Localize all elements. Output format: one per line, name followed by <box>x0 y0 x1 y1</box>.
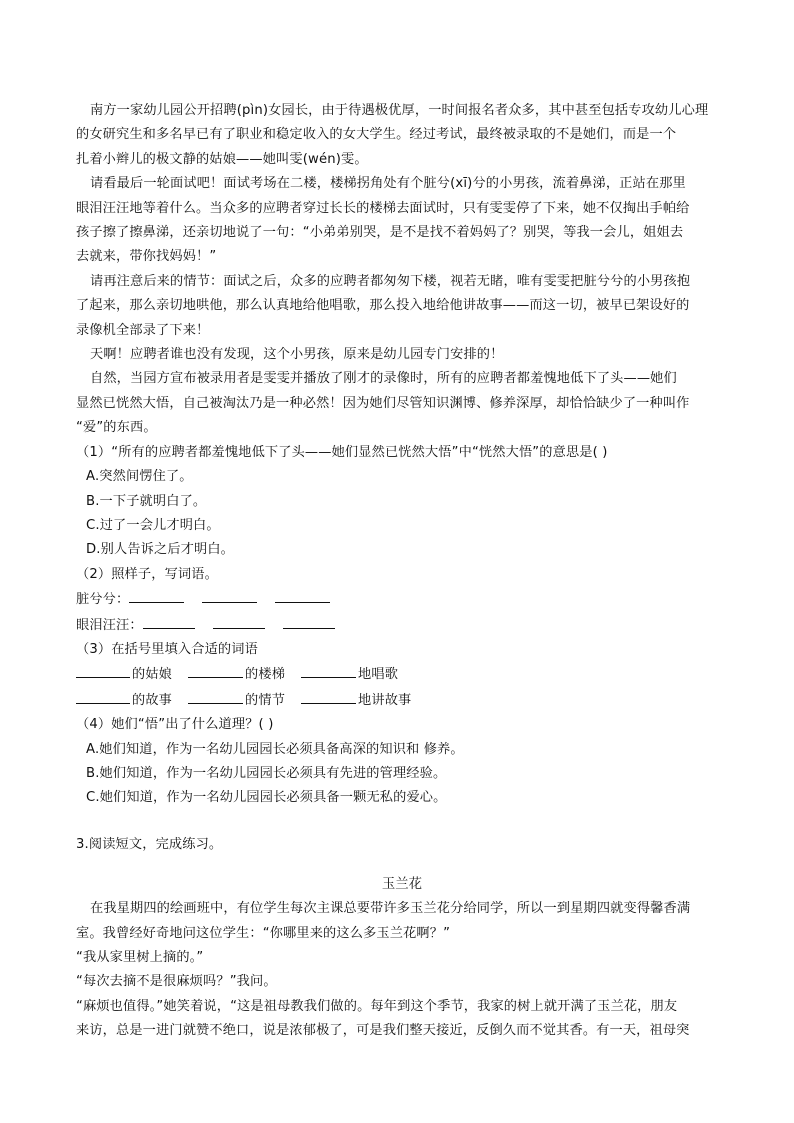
question-1 <box>76 441 718 563</box>
fill-word: 地唱歌 <box>358 667 399 683</box>
answer-blank[interactable] <box>275 587 330 603</box>
text-line: 室。我曾经好奇地问这位学生：“你哪里来的这么多玉兰花啊？” <box>76 925 451 941</box>
option-a[interactable]: A.她们知道，作为一名幼儿园园长必须具备高深的知识和 修养。 <box>86 741 464 757</box>
answer-blank[interactable] <box>76 688 130 704</box>
text-line: 扎着小辫儿的极文静的姑娘——她叫雯(wén)雯。 <box>76 151 368 167</box>
question-stem: （2）照样子，写词语。 <box>76 566 218 582</box>
document-page <box>76 99 718 1044</box>
question-stem: （3）在括号里填入合适的词语 <box>76 641 258 657</box>
answer-blank[interactable] <box>283 613 335 629</box>
answer-blank[interactable] <box>188 688 243 704</box>
question-3 <box>76 638 718 713</box>
answer-blank[interactable] <box>143 613 195 629</box>
text-line: 孩子擦了擦鼻涕，还亲切地说了一句：“小弟弟别哭，是不是找不着妈妈了？别哭，等我一会儿，姐姐去 <box>76 225 684 241</box>
option-a[interactable]: A.突然间愣住了。 <box>86 469 193 485</box>
passage-paragraph-5 <box>76 367 718 440</box>
fill-word: 地讲故事 <box>358 692 412 708</box>
text-line: 在我星期四的绘画班中，有位学生每次主课总要带许多玉兰花分给同学，所以一到星期四就变得馨香满 <box>90 901 691 917</box>
text-line: 眼泪汪汪地等着什么。当众多的应聘者穿过长长的楼梯去面试时，只有雯雯停了下来，她不仅掏出手帕给 <box>76 200 690 216</box>
answer-blank[interactable] <box>213 613 265 629</box>
section-3 <box>76 833 718 1044</box>
text-line: 天啊！应聘者谁也没有发现，这个小男孩，原来是幼儿园专门安排的！ <box>90 347 504 363</box>
option-b[interactable]: B.一下子就明白了。 <box>86 493 207 509</box>
text-line: 请看最后一轮面试吧！面试考场在二楼，楼梯拐角处有个脏兮(xī)兮的小男孩，流着鼻涕，正站在那里 <box>90 176 686 192</box>
text-line: “我从家里树上摘的。” <box>76 950 204 965</box>
text-line: 请再注意后来的情节：面试之后，众多的应聘者都匆匆下楼，视若无睹，唯有雯雯把脏兮兮的小男孩抱 <box>90 273 691 289</box>
option-c[interactable]: C.她们知道，作为一名幼儿园园长必须具备一颗无私的爱心。 <box>86 790 447 806</box>
text-line: 了起来，那么亲切地哄他，那么认真地给他唱歌，那么投入地给他讲故事——而这一切，被早已架设好的 <box>76 298 690 314</box>
answer-blank[interactable] <box>202 587 257 603</box>
question-stem: （4）她们“悟”出了什么道理？( ) <box>76 717 274 733</box>
text-line: 南方一家幼儿园公开招聘(pìn)女园长，由于待遇极优厚，一时间报名者众多，其中甚至包括专攻幼儿心理 <box>90 103 709 118</box>
passage-paragraph-3 <box>76 270 718 343</box>
text-line: “麻烦也值得。”她笑着说，“这是祖母教我们做的。每年到这个季节，我家的树上就开满了玉兰花，朋友 <box>76 998 678 1014</box>
answer-blank[interactable] <box>129 587 184 603</box>
text-line: 的女研究生和多名早已有了职业和稳定收入的女大学生。经过考试，最终被录取的不是她们，而是一个 <box>76 127 677 143</box>
passage-paragraph-4 <box>76 343 718 367</box>
option-d[interactable]: D.别人告诉之后才明白。 <box>86 542 235 558</box>
option-b[interactable]: B.她们知道，作为一名幼儿园园长必须具有先进的管理经验。 <box>86 765 447 781</box>
text-line: 自然，当园方宣布被录用者是雯雯并播放了刚才的录像时，所有的应聘者都羞愧地低下了头——她们 <box>90 371 677 387</box>
text-line: 显然已恍然大悟，自己被淘汰乃是一种必然！因为她们尽管知识渊博、修养深厚，却恰恰缺少了一种叫作 <box>76 395 690 411</box>
word-row-label: 眼泪汪汪： <box>76 617 143 633</box>
answer-blank[interactable] <box>301 662 356 678</box>
question-2 <box>76 563 718 638</box>
fill-row <box>76 662 718 687</box>
passage-paragraph-2 <box>76 172 718 270</box>
word-row <box>76 587 718 612</box>
answer-blank[interactable] <box>76 662 130 678</box>
question-stem: （1）“所有的应聘者都羞愧地低下了头——她们显然已恍然大悟”中“恍然大悟”的意思是( ) <box>76 444 608 460</box>
fill-row <box>76 688 718 713</box>
fill-word: 的故事 <box>132 692 173 708</box>
text-line: “爱”的东西。 <box>76 420 157 436</box>
fill-word: 的姑娘 <box>132 667 173 683</box>
text-line: 录像机全部录了下来！ <box>76 322 210 338</box>
option-c[interactable]: C.过了一会儿才明白。 <box>86 517 220 533</box>
text-line: 去就来，带你找妈妈！” <box>76 249 217 265</box>
question-4 <box>76 713 718 811</box>
answer-blank[interactable] <box>301 688 356 704</box>
fill-word: 的情节 <box>245 692 286 708</box>
word-row-label: 脏兮兮： <box>76 592 130 608</box>
word-row <box>76 613 718 638</box>
fill-word: 的楼梯 <box>245 667 286 683</box>
text-line: “每次去摘不是很麻烦吗？”我问。 <box>76 974 277 990</box>
text-line: 来访，总是一进门就赞不绝口，说是浓郁极了，可是我们整天接近，反倒久而不觉其香。有一天，祖母突 <box>76 1023 690 1039</box>
answer-blank[interactable] <box>188 662 243 678</box>
section-heading: 3.阅读短文，完成练习。 <box>76 836 223 852</box>
passage-paragraph-1 <box>76 99 718 172</box>
passage-title: 玉兰花 <box>381 877 423 893</box>
